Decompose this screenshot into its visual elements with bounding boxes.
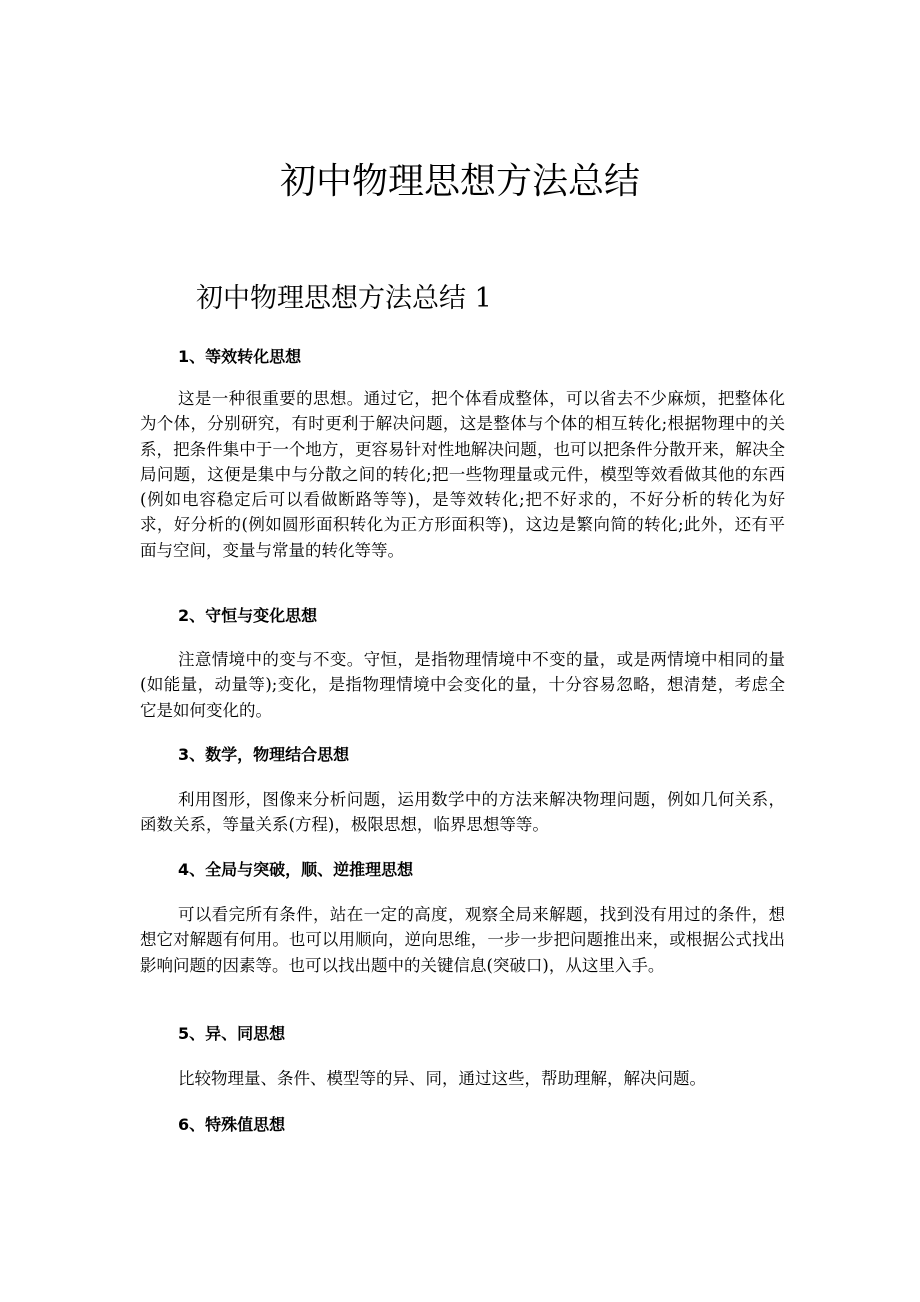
item-body-4: 可以看完所有条件，站在一定的高度，观察全局来解题，找到没有用过的条件，想想它对解题有何用。也可以用顺向，逆向思维，一步一步把问题推出来，或根据公式找出影响问题的因素等。也可以找出题中的关键信息(突破口)，从这里入手。 xyxy=(140,905,785,975)
item-heading-5: 5、异、同思想 xyxy=(178,1024,286,1043)
item-heading-2: 2、守恒与变化思想 xyxy=(178,606,318,625)
item-body-5: 比较物理量、条件、模型等的异、同，通过这些，帮助理解，解决问题。 xyxy=(178,1069,706,1088)
item-body-1: 这是一种很重要的思想。通过它，把个体看成整体，可以省去不少麻烦，把整体化为个体，分别研究，有时更利于解决问题，这是整体与个体的相互转化;根据物理中的关系，把条件集中于一个地方，更容易针对性地解决问题，也可以把条件分散开来，解决全局问题，这便是集中与分散之间的转化;把一些物理量或元件，模型等效看做其他的东西(例如电容稳定后可以看做断路等等)，是等效转化;把不好求的，不好分析的转化为好求，好分析的(例如圆形面积转化为正方形面积等)，这边是繁向简的转化;此外，还有平面与空间，变量与常量的转化等等。 xyxy=(140,389,785,560)
item-heading-1: 1、等效转化思想 xyxy=(178,347,302,366)
item-heading-6: 6、特殊值思想 xyxy=(178,1115,286,1134)
document-title: 初中物理思想方法总结 xyxy=(279,161,640,202)
item-heading-4: 4、全局与突破，顺、逆推理思想 xyxy=(178,860,414,879)
section-title: 初中物理思想方法总结 1 xyxy=(196,283,492,314)
item-body-2: 注意情境中的变与不变。守恒，是指物理情境中不变的量，或是两情境中相同的量(如能量，动量等);变化，是指物理情境中会变化的量，十分容易忽略，想清楚，考虑全它是如何变化的。 xyxy=(140,650,785,720)
item-body-3: 利用图形，图像来分析问题，运用数学中的方法来解决物理问题，例如几何关系，函数关系，等量关系(方程)，极限思想，临界思想等等。 xyxy=(140,790,785,835)
item-heading-3: 3、数学，物理结合思想 xyxy=(178,745,350,764)
